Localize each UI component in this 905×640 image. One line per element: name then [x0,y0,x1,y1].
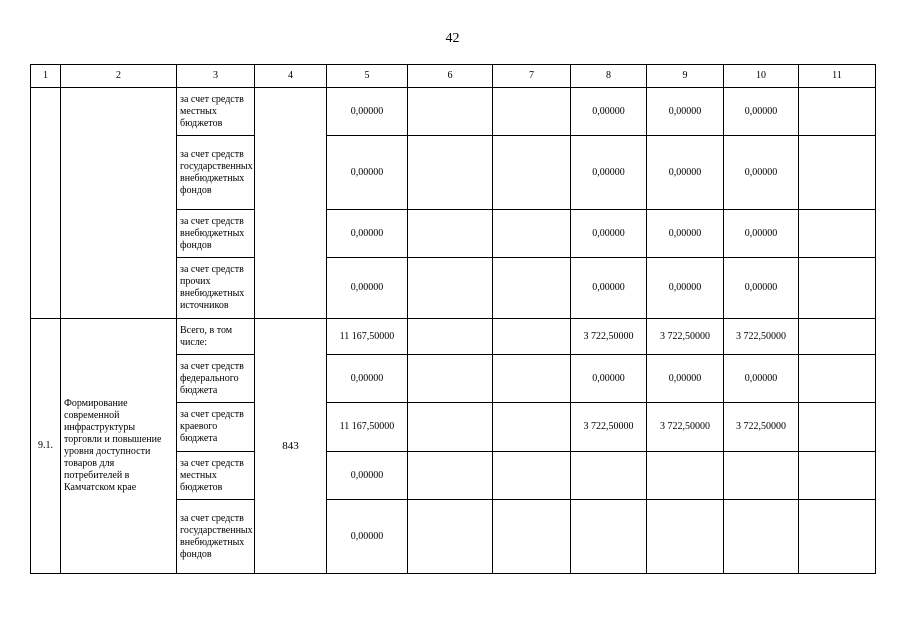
header-cell: 11 [799,65,876,88]
header-cell: 8 [571,65,647,88]
value-cell [493,136,571,210]
value-cell [408,88,493,136]
value-cell: 0,00000 [647,258,724,319]
value-cell [493,258,571,319]
value-cell: 0,00000 [571,210,647,258]
header-row [31,65,876,88]
funding-source: за счет средств краевого бюджета [177,403,255,452]
value-cell: 3 722,50000 [571,319,647,355]
value-cell: 0,00000 [724,258,799,319]
header-cell: 2 [61,65,177,88]
budget-table [30,64,876,574]
value-cell [799,319,876,355]
header-cell: 5 [327,65,408,88]
row-number-cell: 9.1. [31,319,61,574]
value-cell: 0,00000 [327,258,408,319]
funding-source: за счет средств государственных внебюджетных фондов [177,500,255,574]
value-cell: 0,00000 [724,88,799,136]
funding-source: за счет средств федерального бюджета [177,355,255,403]
row-number-cell [31,88,61,319]
value-cell [408,500,493,574]
value-cell: 0,00000 [571,355,647,403]
value-cell [571,452,647,500]
code-cell [255,88,327,319]
value-cell: 11 167,50000 [327,319,408,355]
value-cell [493,88,571,136]
value-cell [493,452,571,500]
header-cell: 9 [647,65,724,88]
value-cell [724,452,799,500]
value-cell: 0,00000 [571,136,647,210]
value-cell: 3 722,50000 [647,319,724,355]
funding-source: Всего, в том числе: [177,319,255,355]
header-cell: 4 [255,65,327,88]
value-cell: 0,00000 [647,355,724,403]
value-cell [408,355,493,403]
funding-source: за счет средств внебюджетных фондов [177,210,255,258]
value-cell: 3 722,50000 [647,403,724,452]
value-cell: 11 167,50000 [327,403,408,452]
value-cell: 3 722,50000 [724,403,799,452]
funding-source: за счет средств местных бюджетов [177,452,255,500]
value-cell [408,258,493,319]
value-cell [799,88,876,136]
value-cell [493,319,571,355]
funding-source: за счет средств местных бюджетов [177,88,255,136]
header-cell: 6 [408,65,493,88]
value-cell: 0,00000 [327,88,408,136]
value-cell [799,355,876,403]
value-cell [408,319,493,355]
value-cell [493,355,571,403]
funding-source: за счет средств прочих внебюджетных источников [177,258,255,319]
value-cell [799,500,876,574]
value-cell: 0,00000 [327,355,408,403]
value-cell: 3 722,50000 [724,319,799,355]
value-cell [647,452,724,500]
value-cell [799,210,876,258]
table-row [31,319,876,355]
value-cell: 0,00000 [724,210,799,258]
value-cell [799,452,876,500]
value-cell [571,500,647,574]
value-cell: 0,00000 [327,210,408,258]
value-cell: 0,00000 [724,136,799,210]
page-number: 42 [445,31,460,46]
value-cell [799,136,876,210]
header-cell: 3 [177,65,255,88]
value-cell [408,403,493,452]
value-cell [408,452,493,500]
value-cell [493,210,571,258]
measure-name-cell [61,88,177,319]
value-cell [799,403,876,452]
value-cell [647,500,724,574]
header-cell: 7 [493,65,571,88]
funding-source: за счет средств государственных внебюджетных фондов [177,136,255,210]
value-cell [408,136,493,210]
value-cell: 0,00000 [327,452,408,500]
value-cell: 0,00000 [647,88,724,136]
value-cell: 0,00000 [327,136,408,210]
table-row [31,88,876,136]
value-cell: 3 722,50000 [571,403,647,452]
value-cell [724,500,799,574]
value-cell: 0,00000 [327,500,408,574]
measure-name-cell: Формирование современной инфраструктуры торговли и повышение уровня доступности товаров для потребителей в Камчатском крае [61,319,177,574]
value-cell [493,403,571,452]
code-cell: 843 [255,319,327,574]
value-cell: 0,00000 [724,355,799,403]
value-cell [493,500,571,574]
value-cell: 0,00000 [571,258,647,319]
value-cell [799,258,876,319]
value-cell [408,210,493,258]
value-cell: 0,00000 [647,136,724,210]
header-cell: 10 [724,65,799,88]
header-cell: 1 [31,65,61,88]
value-cell: 0,00000 [571,88,647,136]
value-cell: 0,00000 [647,210,724,258]
